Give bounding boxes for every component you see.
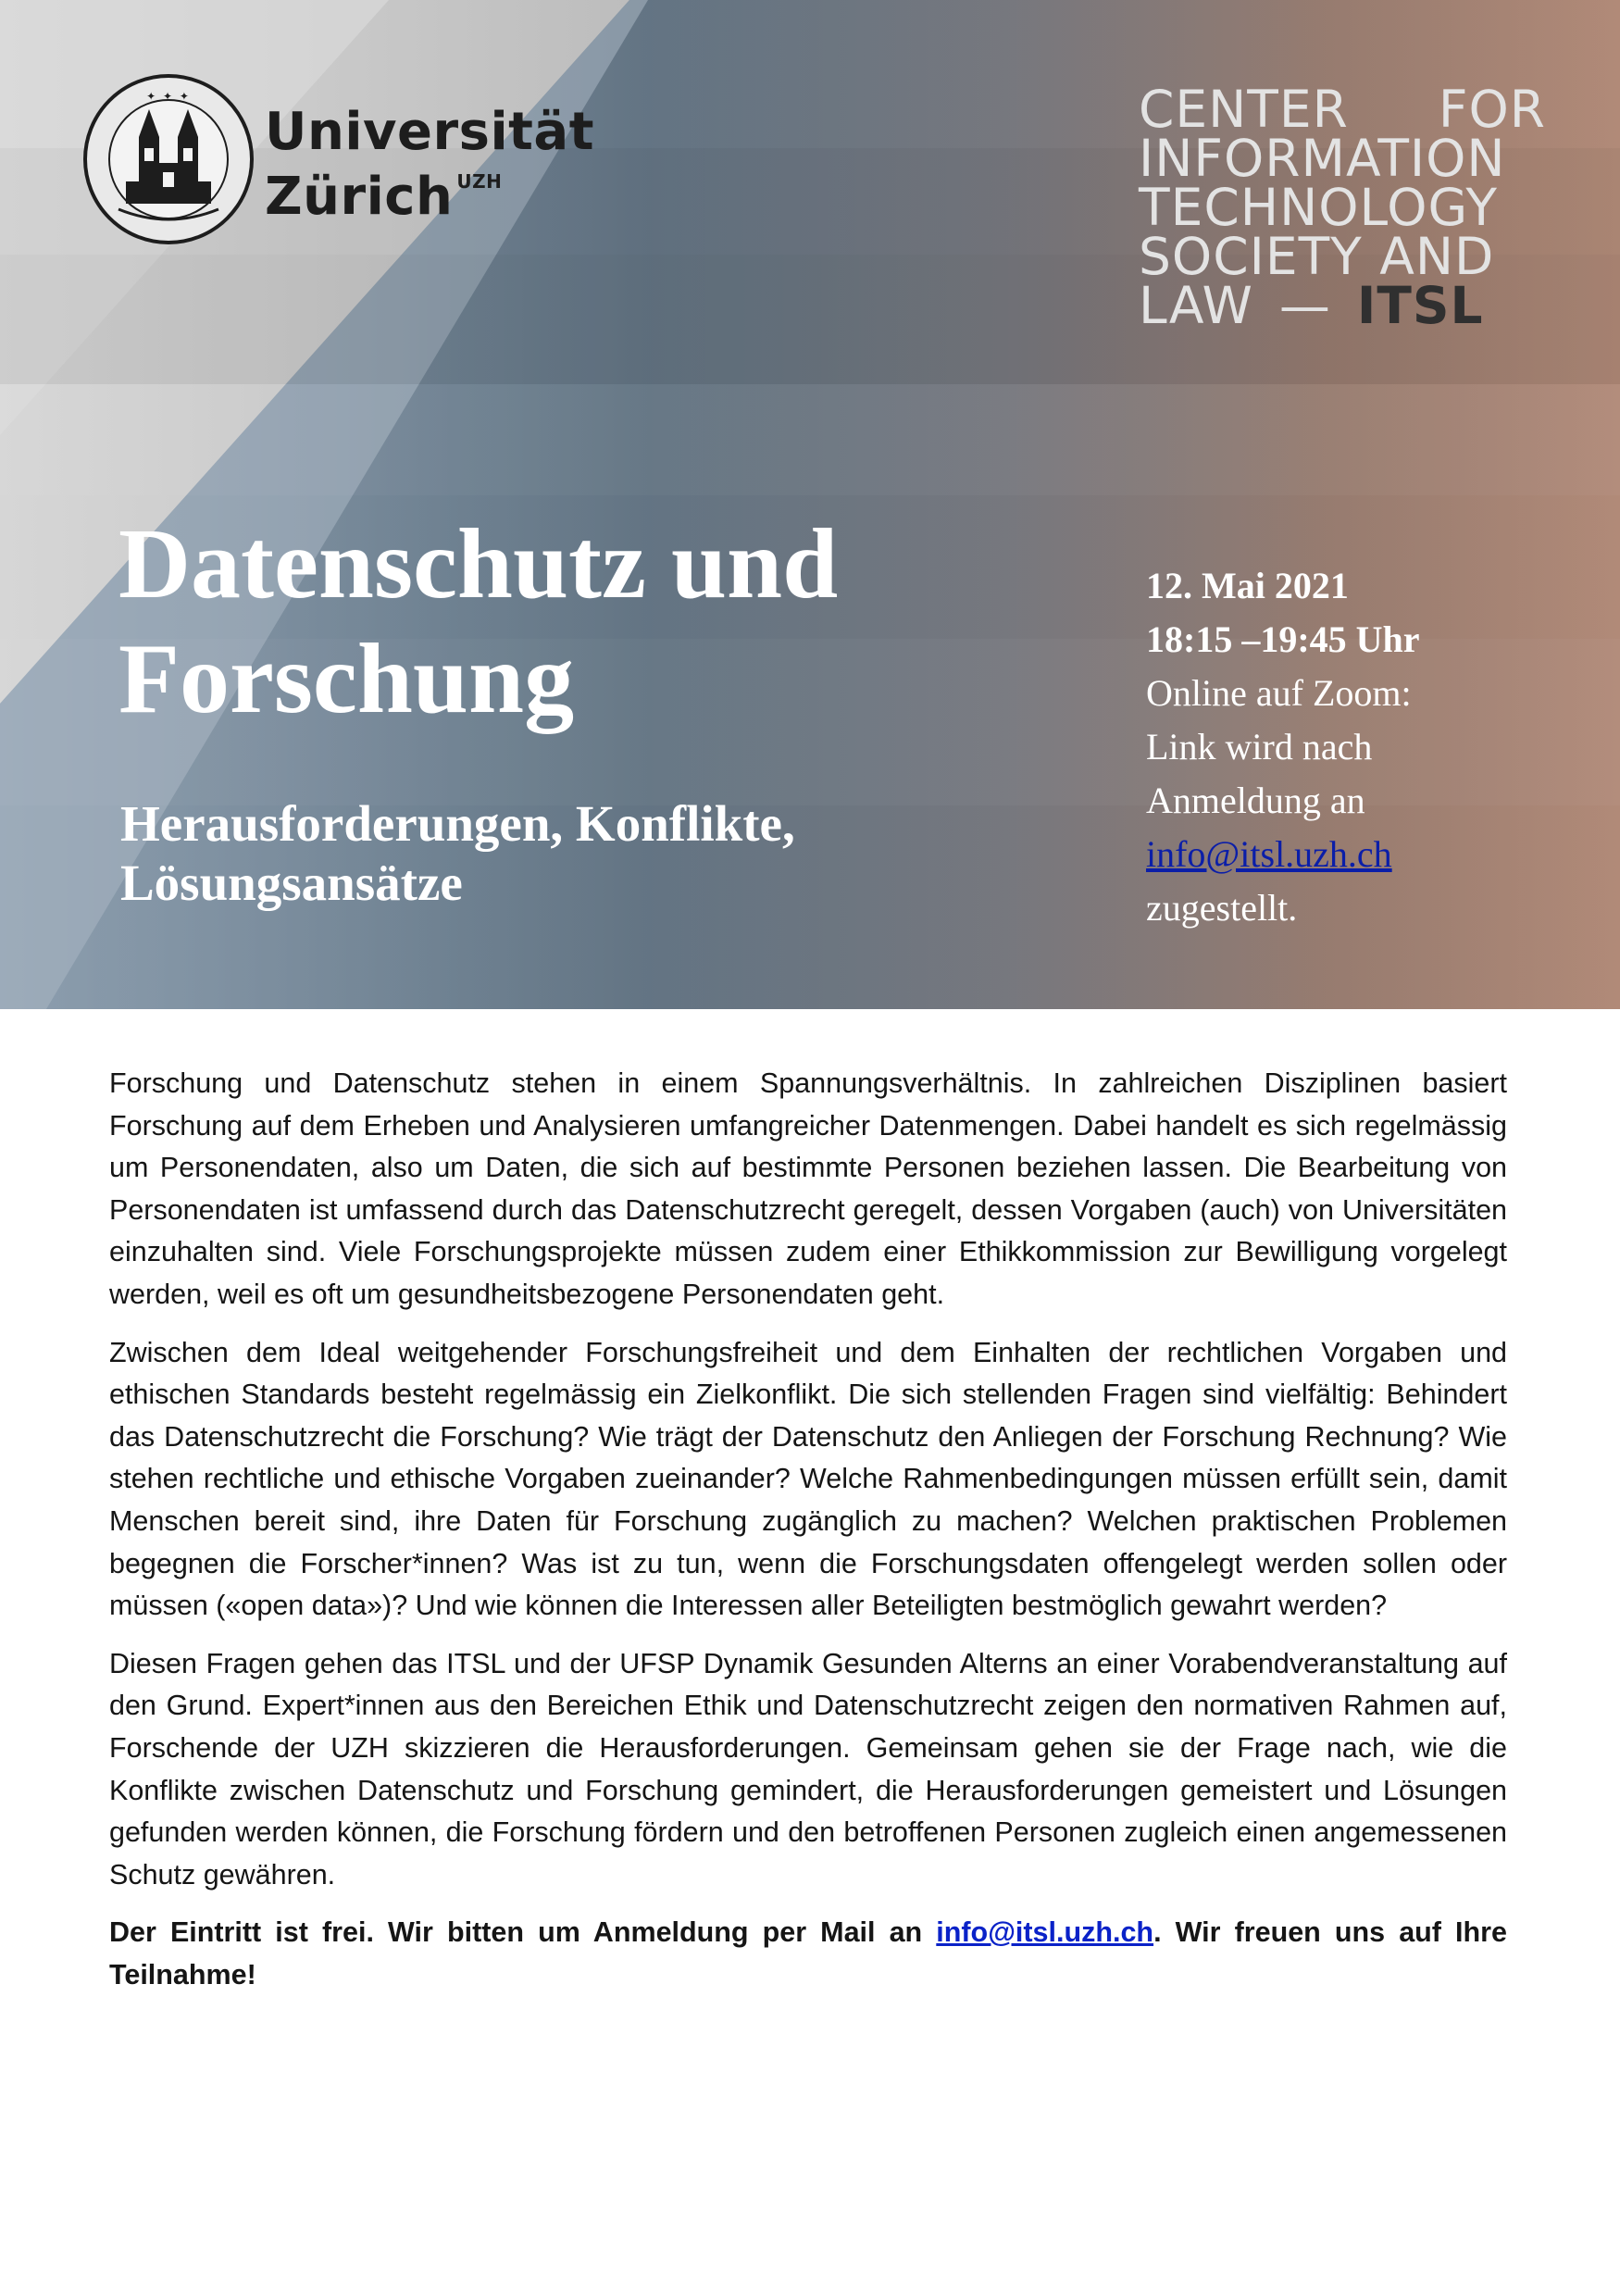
event-note-line3: zugestellt. [1146, 887, 1298, 929]
uzh-seal-icon [81, 72, 255, 246]
paragraph: Zwischen dem Ideal weitgehender Forschungsfreiheit und dem Einhalten der rechtlichen Vorgaben und ethischen Standards besteht regelmässig ein Zielkonflikt. Die sich stellenden Fragen sind vielfältig: Behindert das Datenschutzrecht die Forschung? Wie trägt der Datenschutz den Anliegen der Forschung Rechnung? Wie stehen rechtliche und ethische Vorgaben zueinander? Welche Rahmenbedingungen müssen erfüllt sein, damit Menschen bereit sind, ihre Daten für Forschung zugänglich zu machen? Welchen praktischen Problemen begegnen die Forscher*innen? Was ist zu tun, wenn die Forschungsdaten offengelegt werden sollen oder müssen («open data»)? Und wie können die Interessen aller Beteiligten bestmöglich gewahrt werden? [109, 1336, 1507, 1622]
university-logo [81, 72, 1007, 257]
center-logo-word: FOR [1438, 80, 1546, 139]
event-note-line2: Anmeldung an [1146, 780, 1365, 821]
university-suffix: UZH [456, 170, 503, 193]
closing-email-link[interactable]: info@itsl.uzh.ch [936, 1916, 1154, 1949]
body-text [109, 1063, 1507, 2012]
page-subtitle [120, 794, 795, 913]
center-logo-line4 [1139, 227, 1546, 286]
center-logo-word: TECHNOLOGY [1139, 178, 1498, 237]
event-info [1146, 559, 1553, 935]
title-line1: Datenschutz und [118, 509, 839, 619]
event-note-line1: Link wird nach [1146, 726, 1373, 767]
center-logo-word: SOCIETY AND [1139, 227, 1495, 286]
center-logo-line2 [1139, 129, 1546, 188]
university-city: Zürich [265, 167, 454, 227]
closing-paragraph [109, 1912, 1507, 1996]
title-line2: Forschung [118, 624, 575, 734]
center-logo-line5 [1139, 276, 1546, 335]
center-logo [1139, 80, 1546, 335]
event-time: 18:15 –19:45 Uhr [1146, 618, 1420, 660]
subtitle-line2: Lösungsansätze [120, 855, 463, 911]
header-banner [0, 0, 1620, 1009]
paragraph: Diesen Fragen gehen das ITSL und der UFSP Dynamik Gesunden Alterns an einer Vorabendveranstaltung auf den Grund. Expert*innen aus den Bereichen Ethik und Datenschutzrecht zeigen den normativen Rahmen auf, Forschende der UZH skizzieren die Herausforderungen. Gemeinsam gehen sie der Frage nach, wie die Konflikte zwischen Datenschutz und Forschung gemindert, die Herausforderungen gemeistert und Lösungen gefunden werden können, die Forschung fördern und den betroffenen Personen zugleich einen angemessenen Schutz gewähren. [109, 1647, 1507, 1890]
closing-text-part2: . Wir freuen uns auf Ihre Teilnahme! [109, 1916, 1507, 1990]
event-location: Online auf Zoom: [1146, 672, 1412, 714]
paragraph: Forschung und Datenschutz stehen in einem Spannungsverhältnis. In zahlreichen Disziplinen basiert Forschung auf dem Erheben und Analysieren umfangreicher Datenmengen. Dabei handelt es sich regelmässig um Personendaten, also um Daten, die sich auf bestimmte Personen beziehen lassen. Die Bearbeitung von Personendaten ist umfassend durch das Datenschutzrecht geregelt, dessen Vorgaben (auch) von Universitäten einzuhalten sind. Viele Forschungsprojekte müssen zudem einer Ethikkommission zur Bewilligung vorgelegt werden, weil es oft um gesundheitsbezogene Personendaten geht. [109, 1067, 1507, 1310]
svg-text:✦ ✦ ✦: ✦ ✦ ✦ [146, 90, 191, 103]
center-logo-dash: — [1278, 276, 1331, 335]
university-name-line1: Universität [265, 102, 594, 162]
closing-text-part1: Der Eintritt ist frei. Wir bitten um Anmeldung per Mail an [109, 1916, 937, 1949]
center-logo-word: LAW [1139, 276, 1253, 335]
center-logo-acronym: ITSL [1356, 276, 1484, 335]
university-name-line2 [265, 167, 502, 227]
event-date: 12. Mai 2021 [1146, 565, 1349, 606]
event-email-link[interactable]: info@itsl.uzh.ch [1146, 833, 1392, 875]
center-logo-word: INFORMATION [1139, 129, 1506, 188]
subtitle-line1: Herausforderungen, Konflikte, [120, 795, 795, 852]
center-logo-word: CENTER [1139, 80, 1349, 139]
page-title [118, 507, 838, 737]
center-logo-line3 [1139, 178, 1546, 237]
center-logo-line1 [1139, 80, 1546, 139]
